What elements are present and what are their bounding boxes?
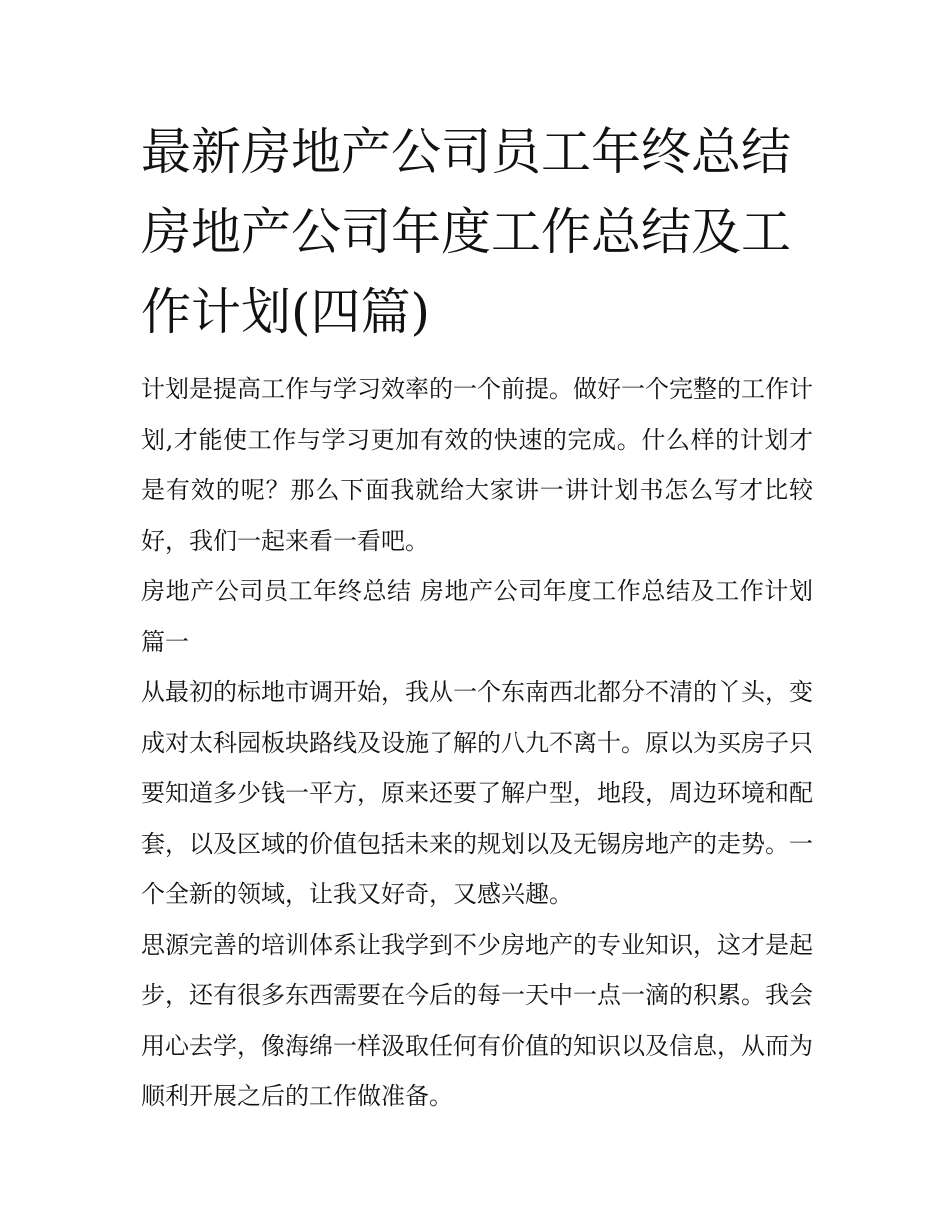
document-title: 最新房地产公司员工年终总结 房地产公司年度工作总结及工作计划(四篇) <box>141 123 791 341</box>
intro-paragraph: 计划是提高工作与学习效率的一个前提。做好一个完整的工作计划,才能使工作与学习更加有效的快速的完成。什么样的计划才是有效的呢？那么下面我就给大家讲一讲计划书怎么写才比较好，我们一起来看一看吧。 <box>141 375 813 555</box>
document-page <box>141 112 813 1122</box>
body-paragraph: 从最初的标地市调开始，我从一个东南西北都分不清的丫头，变成对太科园板块路线及设施了解的八九不离十。原以为买房子只要知道多少钱一平方，原来还要了解户型，地段，周边环境和配套，以及区域的价值包括未来的规划以及无锡房地产的走势。一个全新的领域，让我又好奇，又感兴趣。 <box>141 678 813 908</box>
section-heading: 房地产公司员工年终总结 房地产公司年度工作总结及工作计划篇一 <box>141 577 813 656</box>
body-paragraph: 思源完善的培训体系让我学到不少房地产的专业知识，这才是起步，还有很多东西需要在今后的每一天中一点一滴的积累。我会用心去学，像海绵一样汲取任何有价值的知识以及信息，从而为顺利开展之后的工作做准备。 <box>141 930 813 1110</box>
